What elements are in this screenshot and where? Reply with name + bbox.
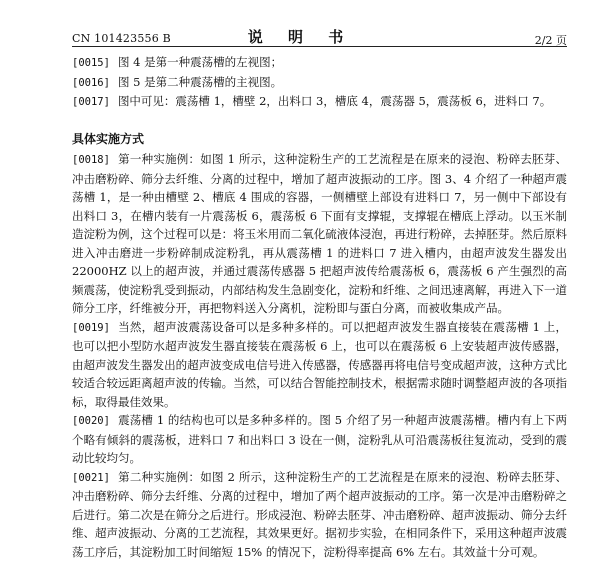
document-number: CN 101423556 B (72, 32, 171, 45)
section-heading: 具体实施方式 (72, 131, 145, 146)
paragraph-number: [0016] (72, 76, 110, 89)
paragraph-text: 第二种实施例：如图 2 所示，这种淀粉生产的工艺流程是在原来的浸泡、粉碎去胚芽、冲击磨粉碎、筛分去纤维、分离的过程中，增加了两个超声波振动的工序。第一次是冲击磨粉碎之后进行。第二次是在筛分之后进行。形成浸泡、粉碎去胚芽、冲击磨粉碎、超声波振动、筛分去纤维、超声波振动、分离的工艺流程，其效果更好。据初步实验，在相同条件下，采用这种超声波震荡工序后，其淀粉加工时间缩短 15% 的情况下，淀粉得率提高 6% 左右。其效益十分可观。 (72, 469, 567, 559)
paragraph-0018 (72, 150, 567, 318)
paragraph-0020 (72, 411, 567, 468)
paragraph-text: 第一种实施例：如图 1 所示，这种淀粉生产的工艺流程是在原来的浸泡、粉碎去胚芽、冲击磨粉碎、筛分去纤维、分离的过程中，增加了超声波振动的工序。图 3、4 介绍了一种超声震荡槽 1，是一种由槽壁 2、槽底 4 围成的容器，一侧槽壁上部设有进料口 7，另一侧中下部设有出料口 3，在槽内装有一片震荡板 6，震荡板 6 下面有支撑辊，支撑辊在槽底上浮动。以玉米制造淀粉为例，这个过程可以是：将玉米用而二氧化硫液体浸泡，再进行粉碎，去掉胚芽。然后原料进入冲击磨进一步粉碎制成淀粉乳，再从震荡槽 1 的进料口 7 进入槽内，由超声波发生器发出 22000HZ 以上的超声波，并通过震荡传感器 5 把超声波传给震荡板 6，震荡板 6 产生强烈的高频震荡，使淀粉乳受到振动，内部结构发生急剧变化，淀粉和纤维、之间迅速离解，再进入下一道筛分工序，纤维被分开，再把物料送入分离机，淀粉即与蛋白分离，而被收集成产品。 (72, 152, 567, 315)
paragraph-number: [0020] (72, 415, 110, 427)
paragraph-text: 当然，超声波震荡设备可以是多种多样的。可以把超声波发生器直接装在震荡槽 1 上，也可以把小型防水超声波发生器直接装在震荡板 6 上，也可以在震荡板 6 上安装超声波传感器，由超声波发生器发出的超声波变成电信号进入传感器，传感器再将电信号变成超声波，这种方式比较适合较远距离超声波的传输。当然，可以结合智能控制技术，根据需求随时调整超声波的各项指标，取得最佳效果。 (72, 319, 567, 409)
paragraph-0021 (72, 468, 567, 562)
paragraph-number: [0021] (72, 471, 110, 484)
paragraph-number: [0019] (72, 321, 110, 334)
paragraph-0015 (72, 53, 567, 73)
paragraph-text: 震荡槽 1 的结构也可以是多种多样的。图 5 介绍了另一种超声波震荡槽。槽内有上下两个略有倾斜的震荡板，进料口 7 和出料口 3 设在一侧，淀粉乳从可沿震荡板往复流动，受到的震动比较均匀。 (72, 413, 567, 465)
paragraph-text: 图中可见：震荡槽 1，槽壁 2，出料口 3，槽底 4，震荡器 5，震荡板 6，进料口 7。 (117, 94, 552, 108)
paragraph-0016 (72, 73, 567, 93)
paragraph-0019 (72, 318, 567, 412)
paragraph-number: [0015] (72, 57, 110, 69)
page-header (0, 0, 591, 46)
paragraph-number: [0018] (72, 154, 110, 166)
document-body (72, 53, 567, 561)
paragraph-0017 (72, 92, 567, 112)
document-title: 说 明 书 (247, 28, 354, 46)
paragraph-number: [0017] (72, 96, 110, 108)
header-rule (72, 46, 567, 47)
paragraph-text: 图 4 是第一种震荡槽的左视图； (117, 55, 283, 69)
page-number: 2/2 页 (534, 34, 567, 47)
paragraph-text: 图 5 是第二种震荡槽的主视图。 (117, 74, 283, 89)
